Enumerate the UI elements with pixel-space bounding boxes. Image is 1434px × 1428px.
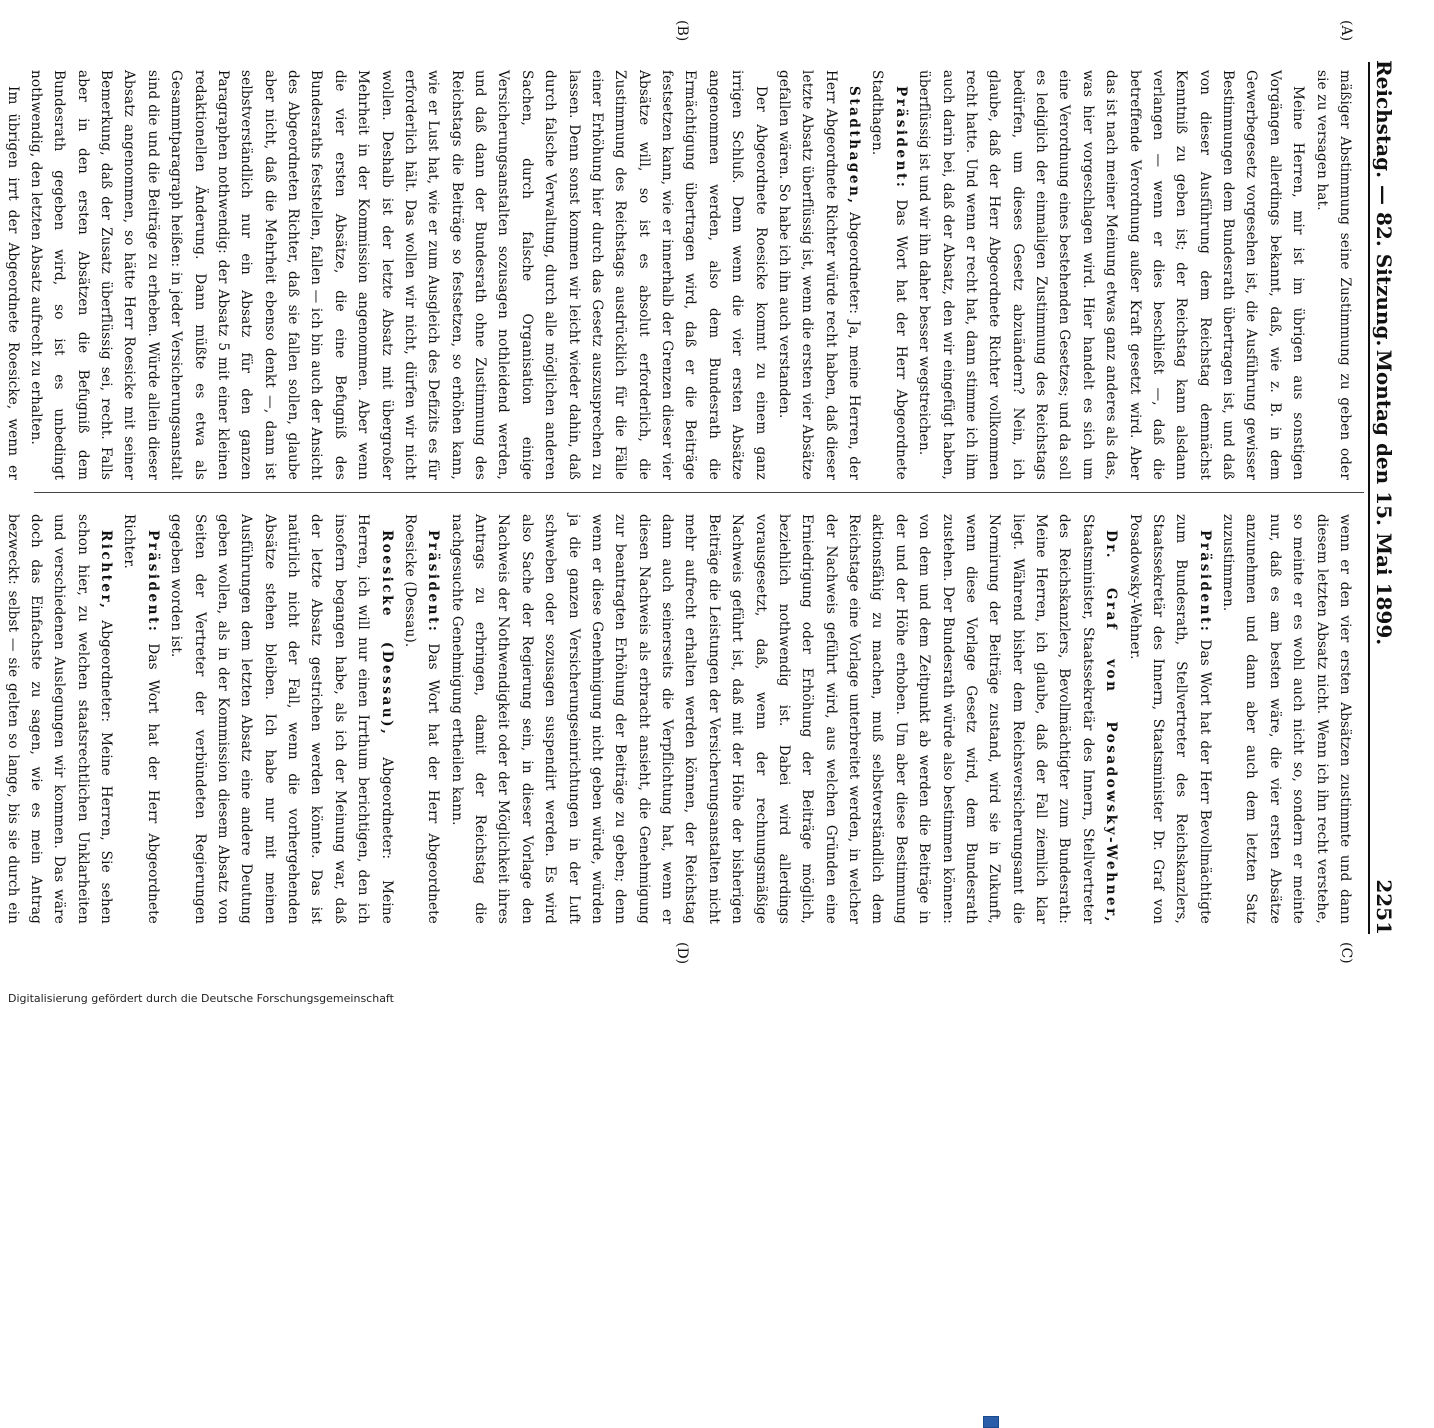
header-rule	[1368, 62, 1370, 934]
paragraph	[0, 514, 117, 924]
digitization-credit: Digitalisierung gefördert durch die Deutsche Forschungsgemeinschaft	[8, 992, 394, 1005]
paragraph	[865, 70, 912, 480]
paragraph	[117, 514, 164, 924]
paragraph: mäßiger Abstimmung seine Zustimmung zu geben oder sie zu versagen hat.	[1313, 70, 1353, 480]
left-column	[4, 70, 1356, 480]
speaker-label: Roesicke (Dessau),	[378, 530, 395, 737]
speaker-label: Präsident:	[1196, 530, 1213, 634]
dfg-logo	[983, 1416, 999, 1428]
paragraph	[398, 514, 445, 924]
paragraph	[1122, 514, 1216, 924]
speaker-label: Präsident:	[425, 530, 442, 634]
speech-text: Das Wort hat der Herr Abgeordnete Richter.	[121, 514, 161, 924]
paragraph: Im übrigen irrt der Abgeordnete Roesicke, wenn er	[4, 86, 21, 480]
paragraph: Der Abgeordnete Roesicke kommt zu einem ganz irrigen Schluß. Denn wenn die vier ersten Absätze angenommen werden, also dem Bundesrath die Ermächtigung übertragen wird, daß er die Beiträge festsetzen kann, wie er innerhalb der Grenzen dieser vier Absätze will, so ist es absolut erforderlich, die Zustimmung des Reichstags ausdrücklich für die Fälle einer Erhöhung hier durch das Gesetz auszusprechen zu lassen. Denn sonst kommen wir leicht wieder dahin, daß durch falsche Verwaltung, durch alle möglichen anderen Sachen, durch falsche Organisation einige Versicherungsanstalten sozusagen nothleidend werden, und daß dann der Bundesrath ohne Zustimmung des Reichstags die Beiträge so festsetzen, so erhöhen kann, wie er Lust hat, wie er zum Ausgleich des Defizits es für erforderlich hält. Das wollen wir nicht, dürfen wir nicht wollen. Deshalb ist der letzte Absatz mit übergroßer Mehrheit in der Kommission angenommen. Aber wenn die vier ersten Absätze, die eine Befugniß des Bundesraths feststellen, fallen — ich bin auch der Ansicht des Abgeordneten Richter, daß sie fallen sollen, glaube aber nicht, daß die Mehrheit ebenso denkt —, dann ist selbstverständlich nur ein Absatz für den ganzen Paragraphen nothwendig: der Absatz 5 mit einer kleinen redaktionellen Änderung. Dann müßte es etwa als Gesammtparagraph heißen: in jeder Versicherungsanstalt sind die und die Beiträge zu erheben. Würde allein dieser Absatz angenommen, so hätte Herr Roesicke mit seiner Bemerkung, daß der Zusatz überflüssig sei, recht. Falls aber in den ersten Absätzen die Befugniß dem Bundesrath gegeben wird, so ist es unbedingt nothwendig, den letzten Absatz aufrecht zu erhalten.	[28, 70, 769, 480]
speech-text: Abgeordneter: Meine Herren, Sie sehen schon hier, zu welchen staatsrechtlichen Unklarheiten und verschiedenen Auslegungen wir kommen. Das wäre doch das Einfachste zu sagen, wie es mein Antrag bezweckt: selbst — sie gelten so lange, bis sie durch ein	[4, 514, 115, 924]
speech-text: Das Wort hat der Herr Abgeordnete Stadthagen.	[869, 70, 909, 480]
speaker-label: Richter,	[98, 530, 115, 611]
margin-marker-a: (A)	[1338, 20, 1354, 42]
paragraph	[164, 514, 398, 924]
page-number: 2251	[1372, 879, 1396, 935]
paragraph	[444, 514, 1122, 924]
paragraph: wenn er den vier ersten Absätzen zustimmte und dann diesem letzten Absatz nicht. Wenn ich ihn recht verstehe, so meinte er es wohl auch nicht so, sondern er meinte nur, daß es am besten wäre, die vier ersten Absätze anzunehmen und dann aber auch dem letzten Satz zuzustimmen.	[1220, 514, 1353, 924]
speaker-label: Dr. Graf von Posadowsky-Wehner,	[1103, 530, 1120, 924]
speech-text: Das Wort hat der Herr Bevollmächtigte zum Bundesrath, Stellvertreter des Reichskanzlers, Staatssekretär des Innern, Staatsminister Dr. Graf von Posadowsky-Wehner.	[1126, 514, 1213, 924]
column-separator	[34, 492, 1364, 493]
speaker-label: Präsident:	[892, 86, 909, 190]
speech-text: Staatsminister, Staatssekretär des Innern, Stellvertreter des Reichskanzlers, Bevollmächtigter zum Bundesrath: Meine Herren, ich glaube, daß der Fall ziemlich klar liegt. Während bisher dem Reichsversicherungsamt die Normirung der Beiträge zustand, wird sie in Zukunft, wenn diese Vorlage Gesetz wird, dem Bundesrath zustehen. Der Bundesrath würde also bestimmen können: von dem und dem Zeitpunkt ab werden die Beiträge in der und der Höhe erhoben. Um aber diese Bestimmung aktionsfähig zu machen, muß selbstverständlich dem Reichstage eine Vorlage unterbreitet werden, in welcher der Nachweis geführt wird, aus welchen Gründen eine Erniedrigung oder Erhöhung der Beiträge möglich, beziehlich nothwendig ist. Dabei wird allerdings vorausgesetzt, daß, wenn der rechnungsmäßige Nachweis geführt ist, daß mit der Höhe der bisherigen Beiträge die Leistungen der Versicherungsanstalten nicht mehr aufrecht erhalten werden können, der Reichstag dann auch seinerseits die Verpflichtung hat, wenn er diesen Nachweis als erbracht ansieht, die Genehmigung zur beantragten Erhöhung der Beiträge zu geben; denn wenn er diese Genehmigung nicht geben würde, würden ja die ganzen Versicherungseinrichtungen in der Luft schweben oder sozusagen suspendirt werden. Es wird also Sache der Regierung sein, in dieser Vorlage den Nachweis der Nothwendigkeit oder der Möglichkeit ihres Antrags zu erbringen, damit der Reichstag die nachgesuchte Genehmigung ertheilen kann.	[448, 514, 1096, 924]
speech-text: Das Wort hat der Herr Abgeordnete Roesicke (Dessau).	[402, 514, 442, 924]
page-header	[1374, 60, 1396, 935]
speech-text: Abgeordneter: Ja, meine Herren, der Herr Abgeordnete Richter würde recht haben, daß dieser letzte Absatz überflüssig ist, wenn die ersten vier Absätze gefallen wären. So habe ich ihn auch verstanden.	[776, 70, 863, 480]
margin-marker-d: (D)	[674, 942, 690, 965]
speech-text: Abgeordneter: Meine Herren, ich will nur einen Irrthum berichtigen, den ich insofern begangen habe, als ich der Meinung war, daß der letzte Absatz gestrichen werden könnte. Das ist natürlich nicht der Fall, wenn die vorhergehenden Absätze stehen bleiben. Ich habe nur mit meinen Ausführungen dem letzten Absatz eine andere Deutung geben wollen, als in der Kommission diesem Absatz von Seiten der Vertreter der verbündeten Regierungen gegeben worden ist.	[168, 514, 395, 924]
header-left-title: Reichstag. — 82. Sitzung.	[1372, 60, 1396, 347]
paragraph: Meine Herren, mir ist im übrigen aus sonstigen Vorgängen allerdings bekannt, daß, wie z. B. in dem Gewerbegesetz vorgesehen ist, die Ausführung gewisser Bestimmungen dem Bundesrath übertragen ist, und daß von dieser Ausführung dem Reichstag demnächst Kenntniß zu geben ist; der Reichstag kann alsdann verlangen — wenn er dies beschließt —, daß die betreffende Verordnung außer Kraft gesetzt wird. Aber das ist nach meiner Meinung etwas ganz anderes als das, was hier vorgeschlagen wird. Hier handelt es sich um eine Verordnung eines bestehenden Gesetzes; und da soll es lediglich der einmaligen Zustimmung des Reichstags bedürfen, um dieses Gesetz abzuändern? Nein, ich glaube, daß der Herr Abgeordnete Richter vollkommen recht hatte. Und wenn er recht hat, dann stimme ich ihm auch darin bei, daß der Absatz, den wir eingefügt haben, überflüssig ist und wir ihn daher besser wegstreichen.	[916, 70, 1307, 480]
margin-marker-b: (B)	[674, 20, 690, 42]
margin-marker-c: (C)	[1338, 942, 1354, 964]
paragraph	[772, 70, 866, 480]
speaker-label: Stadthagen,	[846, 86, 863, 206]
header-date: Montag den 15. Mai 1899.	[1372, 349, 1396, 646]
speaker-label: Präsident:	[144, 530, 161, 634]
right-column	[4, 514, 1356, 924]
